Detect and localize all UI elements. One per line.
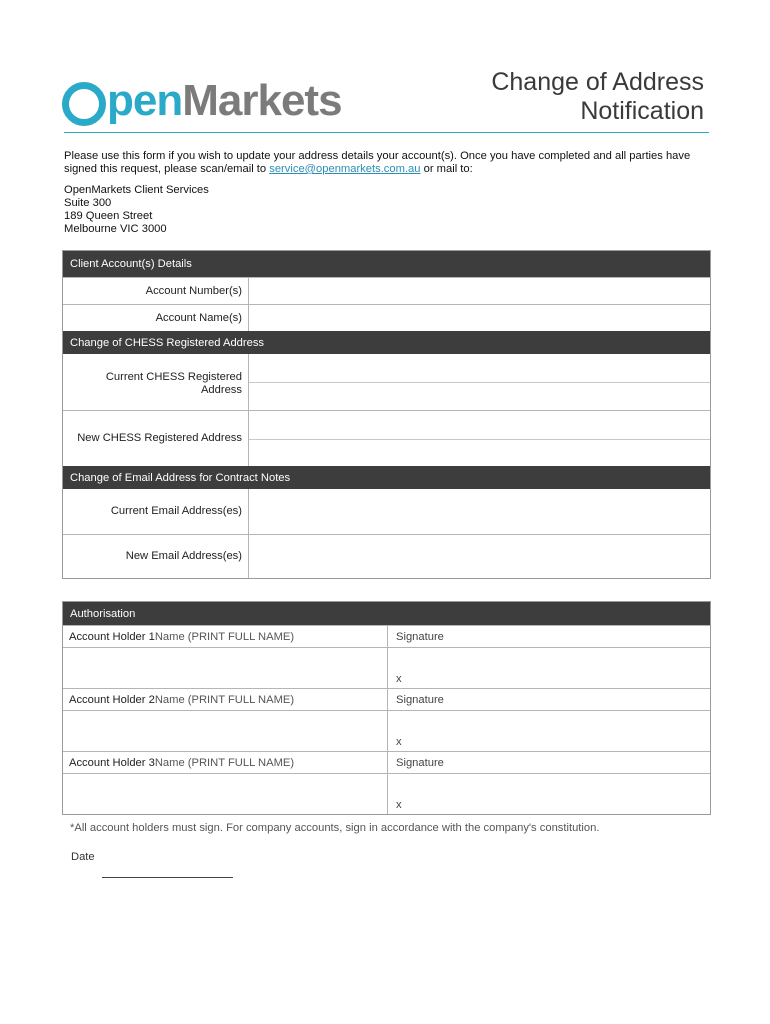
holder-1-name-field[interactable] bbox=[63, 648, 388, 688]
holder-2-label-row: Account Holder 2 Name (PRINT FULL NAME) Signature bbox=[63, 688, 710, 710]
signature-label: Signature bbox=[396, 756, 444, 769]
holder-3-signature-field[interactable]: x bbox=[396, 799, 402, 811]
field-divider bbox=[249, 439, 710, 440]
authorisation-table bbox=[62, 601, 711, 815]
holder-3-name-field[interactable] bbox=[63, 774, 388, 814]
details-table bbox=[62, 250, 711, 579]
holder-2-entry-row bbox=[63, 710, 710, 751]
holder-1-entry-row bbox=[63, 647, 710, 688]
authorisation-header: Authorisation bbox=[63, 602, 710, 625]
date-label: Date bbox=[71, 851, 95, 863]
holder-2-signature-field[interactable]: x bbox=[396, 736, 402, 748]
account-number-field[interactable] bbox=[249, 278, 710, 304]
holder-2-name-field[interactable] bbox=[63, 711, 388, 751]
new-chess-label: New CHESS Registered Address bbox=[63, 411, 249, 466]
new-email-row bbox=[63, 534, 710, 578]
current-chess-field[interactable] bbox=[249, 354, 710, 410]
intro-text: Please use this form if you wish to update your address details your account(s). Once you have completed and all parties have signed this request, please scan/email to service@openmarkets.com.au or mail to: bbox=[64, 150, 691, 175]
account-name-row bbox=[63, 304, 710, 331]
logo-o-ring-icon bbox=[62, 82, 106, 126]
field-divider bbox=[249, 382, 710, 383]
page-title: Change of Address Notification bbox=[491, 68, 704, 125]
current-email-label: Current Email Address(es) bbox=[63, 489, 249, 534]
holder-1-signature-field[interactable]: x bbox=[396, 673, 402, 685]
date-field[interactable] bbox=[102, 877, 233, 878]
holder-3-entry-row bbox=[63, 773, 710, 814]
current-email-field[interactable] bbox=[249, 489, 710, 534]
new-email-field[interactable] bbox=[249, 535, 710, 578]
holder-3-label-row: Account Holder 3 Name (PRINT FULL NAME) Signature bbox=[63, 751, 710, 773]
title-divider bbox=[64, 132, 709, 133]
new-chess-field[interactable] bbox=[249, 411, 710, 466]
new-chess-row bbox=[63, 410, 710, 466]
current-email-row bbox=[63, 489, 710, 534]
service-email-link[interactable]: service@openmarkets.com.au bbox=[269, 163, 421, 175]
current-chess-label: Current CHESS Registered Address bbox=[63, 354, 249, 410]
account-name-label: Account Name(s) bbox=[63, 305, 249, 331]
account-name-field[interactable] bbox=[249, 305, 710, 331]
mail-address: OpenMarkets Client Services Suite 300 189 Queen Street Melbourne VIC 3000 bbox=[64, 184, 209, 235]
email-change-header: Change of Email Address for Contract Notes bbox=[63, 466, 710, 489]
account-number-row bbox=[63, 277, 710, 304]
chess-header: Change of CHESS Registered Address bbox=[63, 331, 710, 354]
account-number-label: Account Number(s) bbox=[63, 278, 249, 304]
new-email-label: New Email Address(es) bbox=[63, 535, 249, 578]
signature-label: Signature bbox=[396, 630, 444, 643]
current-chess-row bbox=[63, 354, 710, 410]
openmarkets-logo: pen Markets bbox=[62, 78, 342, 124]
client-details-header: Client Account(s) Details bbox=[63, 251, 710, 277]
footnote: *All account holders must sign. For company accounts, sign in accordance with the company's constitution. bbox=[70, 822, 600, 834]
holder-1-label-row: Account Holder 1 Name (PRINT FULL NAME) Signature bbox=[63, 625, 710, 647]
signature-label: Signature bbox=[396, 693, 444, 706]
